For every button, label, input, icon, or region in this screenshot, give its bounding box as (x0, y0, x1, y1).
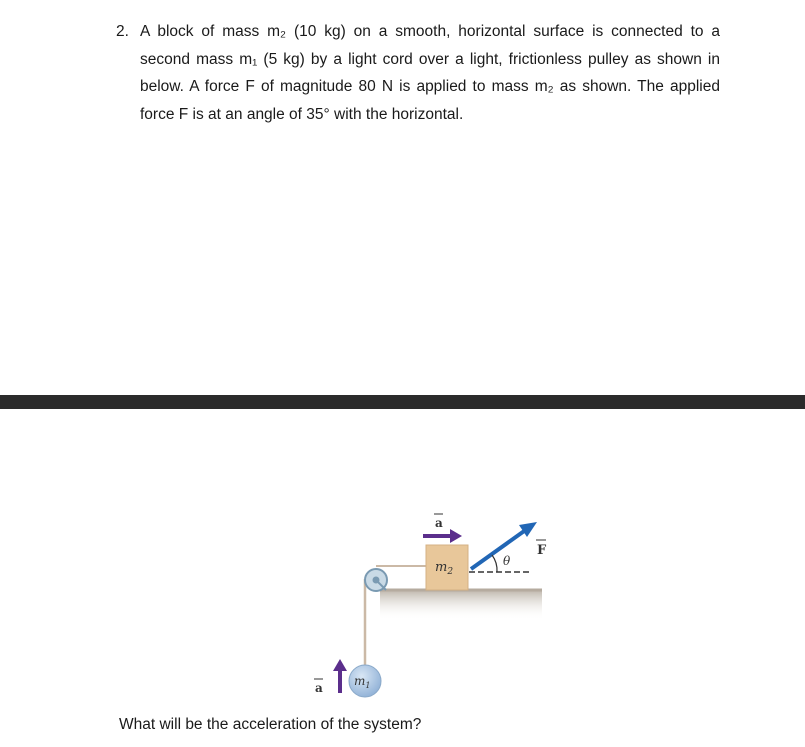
table-surface (380, 590, 542, 620)
accel-arrow-m1-head (333, 659, 347, 671)
angle-arc (492, 555, 497, 572)
pulley-diagram (0, 409, 805, 709)
section-divider (0, 395, 805, 409)
accel-arrow-m2-head (450, 529, 462, 543)
block-m1-label: $m_1$ (354, 674, 371, 690)
block-m2-label: $m_2$ (435, 560, 454, 577)
accel-label-bottom: a (315, 681, 323, 695)
accel-label-top: a (435, 516, 443, 530)
question-block (116, 18, 720, 129)
question-prompt: What will be the acceleration of the system? (119, 716, 422, 733)
force-arrow (471, 529, 527, 569)
question-text: A block of mass m₂ (10 kg) on a smooth, horizontal surface is connected to a second mass m₁ (5 kg) by a light cord over a light, frictionless pulley as shown in below. A force F of magnitude 80 N is applied to mass m₂ as shown. The applied force F is at an angle of 35° with the horizontal. (140, 23, 720, 124)
angle-label: θ (503, 554, 511, 568)
force-label: F (537, 543, 547, 558)
question-number: 2. (116, 23, 129, 40)
